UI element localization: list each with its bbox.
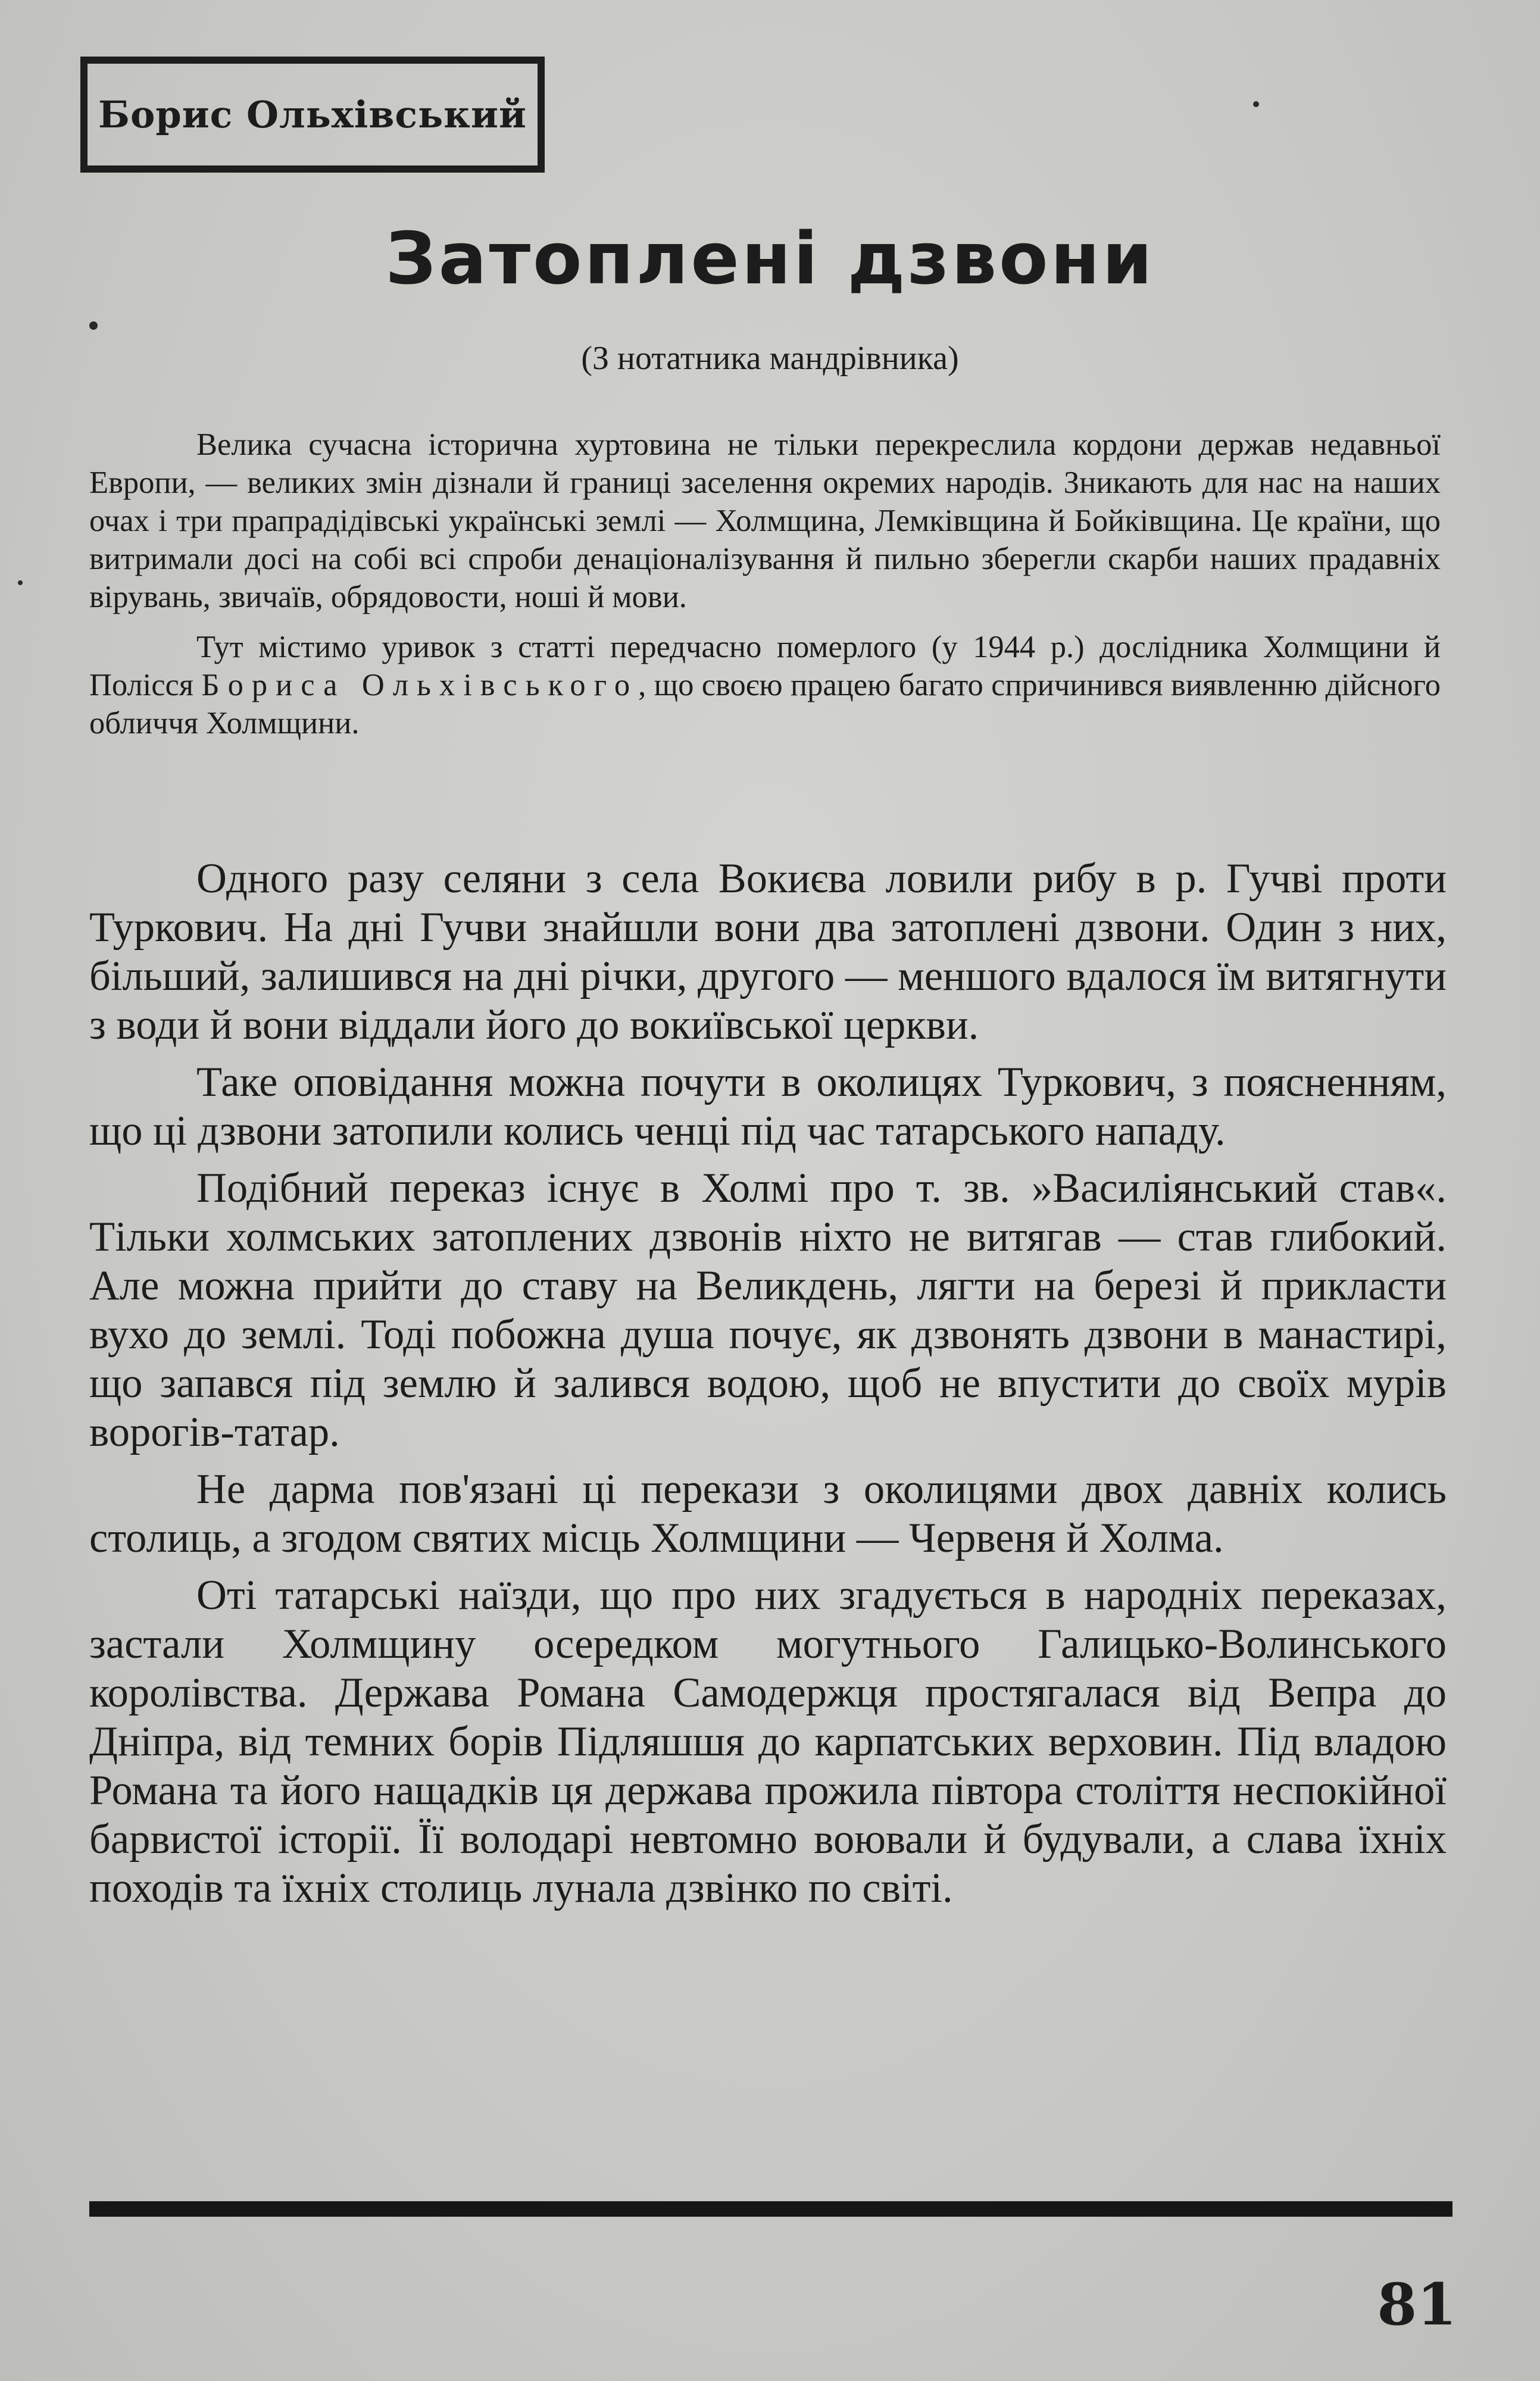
article-title: Затоплені дзвони — [385, 218, 1155, 301]
body-paragraph: Не дарма пов'язані ці перекази з околицями двох давніх колись столиць, а згодом святих місць Холмщини — Червеня й Холма. — [89, 1466, 1447, 1561]
body-paragraph: Таке оповідання можна почути в околицях Туркович, з поясненням, що ці дзвони затопили колись ченці під час татарського нападу. — [89, 1059, 1447, 1154]
editorial-intro — [89, 426, 1441, 754]
print-speck — [18, 580, 23, 585]
body-paragraph: Оті татарські наїзди, що про них згадується в народніх переказах, застали Холмщину осередком могутнього Галицько-Волинського королівства. Держава Романа Самодержця простягалася від Вепра до Дніпра, від темних борів Підляшшя до карпатських верховин. Під владою Романа та його нащадків ця держава прожила півтора століття неспокійної барвистої історії. Її володарі невтомно воювали й будували, а слава їхніх походів та їхніх столиць лунала дзвінко по світі. — [89, 1572, 1447, 1911]
author-name: Борис Ольхівський — [98, 93, 527, 136]
author-name-spaced: Бориса Ольхівського — [201, 668, 639, 702]
intro-text: Тут містимо уривок з статті передчасно померлого (у 1944 р.) дослідника Холмщини й Полісся — [89, 630, 1441, 702]
intro-text: , що своєю працею багато спричинився виявленню дійсного обличчя Холмщини. — [89, 668, 1441, 740]
article-subtitle: (З нотатника мандрівника) — [581, 340, 959, 377]
print-speck — [89, 321, 98, 330]
body-paragraph: Одного разу селяни з села Вокиєва ловили рибу в р. Гучві проти Туркович. На дні Гучви знайшли вони два затоплені дзвони. Один з них, більший, залишився на дні річки, другого — меншого вдалося їм витягнути з води й вони віддали його до вокиївської церкви. — [89, 855, 1447, 1048]
body-paragraph: Подібний переказ існує в Холмі про т. зв. »Василіянський став«. Тільки холмських затоплених дзвонів ніхто не витягав — став глибокий. Але можна прийти до ставу на Великдень, лягти на березі й прикласти вухо до землі. Тоді побожна душа почує, як дзвонять дзвони в манастирі, що запався під землю й залився водою, щоб не впустити до своїх мурів ворогів-татар. — [89, 1165, 1447, 1455]
intro-paragraph: Велика сучасна історична хуртовина не тільки перекреслила кордони держав недавньої Европи, — великих змін дізнали й границі заселення окремих народів. Зникають для нас на наших очах і три прапрадідівські українські землі — Холмщина, Лемківщина й Бойківщина. Це країни, що витримали досі на собі всі спроби денаціоналізування й пильно зберегли скарби наших прадавніх вірувань, звичаїв, обрядовости, ноші й мови. — [89, 427, 1441, 614]
article-body — [89, 854, 1447, 1921]
print-speck — [1253, 101, 1259, 107]
intro-paragraph — [89, 628, 1441, 742]
author-box — [80, 57, 545, 173]
page-number: 81 — [1377, 2271, 1457, 2338]
footer-rule — [89, 2201, 1452, 2217]
